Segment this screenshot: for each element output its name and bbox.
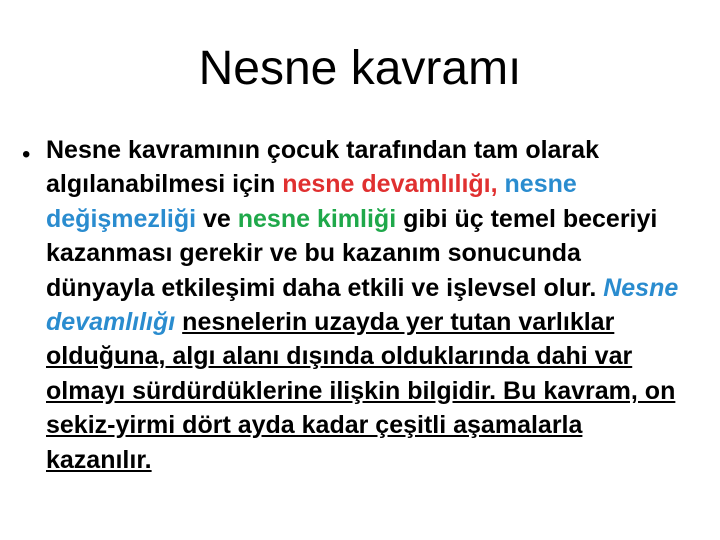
text-comma: , bbox=[490, 170, 505, 199]
text-and: ve bbox=[196, 204, 238, 233]
term-nesne-degismezligi: nesne değişmezliği bbox=[46, 170, 577, 233]
term-nesne-devamliligi: nesne devamlılığı bbox=[282, 170, 491, 199]
definition-underlined: nesnelerin uzayda yer tutan varlıklar olduğuna, algı alanı dışında olduklarında dahi var olmayı sürdürdüklerine ilişkin bilgidir. Bu kavram, on sekiz-yirmi dört ayda kadar çeşitli aşamalarla kazanılır. bbox=[46, 308, 676, 474]
term-nesne-devamliligi-italic: Nesne devamlılığı bbox=[46, 273, 679, 337]
term-nesne-kimligi: nesne kimliği bbox=[237, 204, 397, 233]
text-middle: gibi üç temel beceriyi kazanması gerekir ve bu kazanım sonucunda dünyayla etkileşimi daha etkili ve işlevsel olur. bbox=[46, 204, 658, 302]
bullet-mark: • bbox=[22, 141, 31, 168]
bullet-text bbox=[46, 133, 686, 477]
slide-title: Nesne kavramı bbox=[198, 42, 522, 95]
text-intro: Nesne kavramının çocuk tarafından tam olarak algılanabilmesi için bbox=[46, 136, 599, 199]
